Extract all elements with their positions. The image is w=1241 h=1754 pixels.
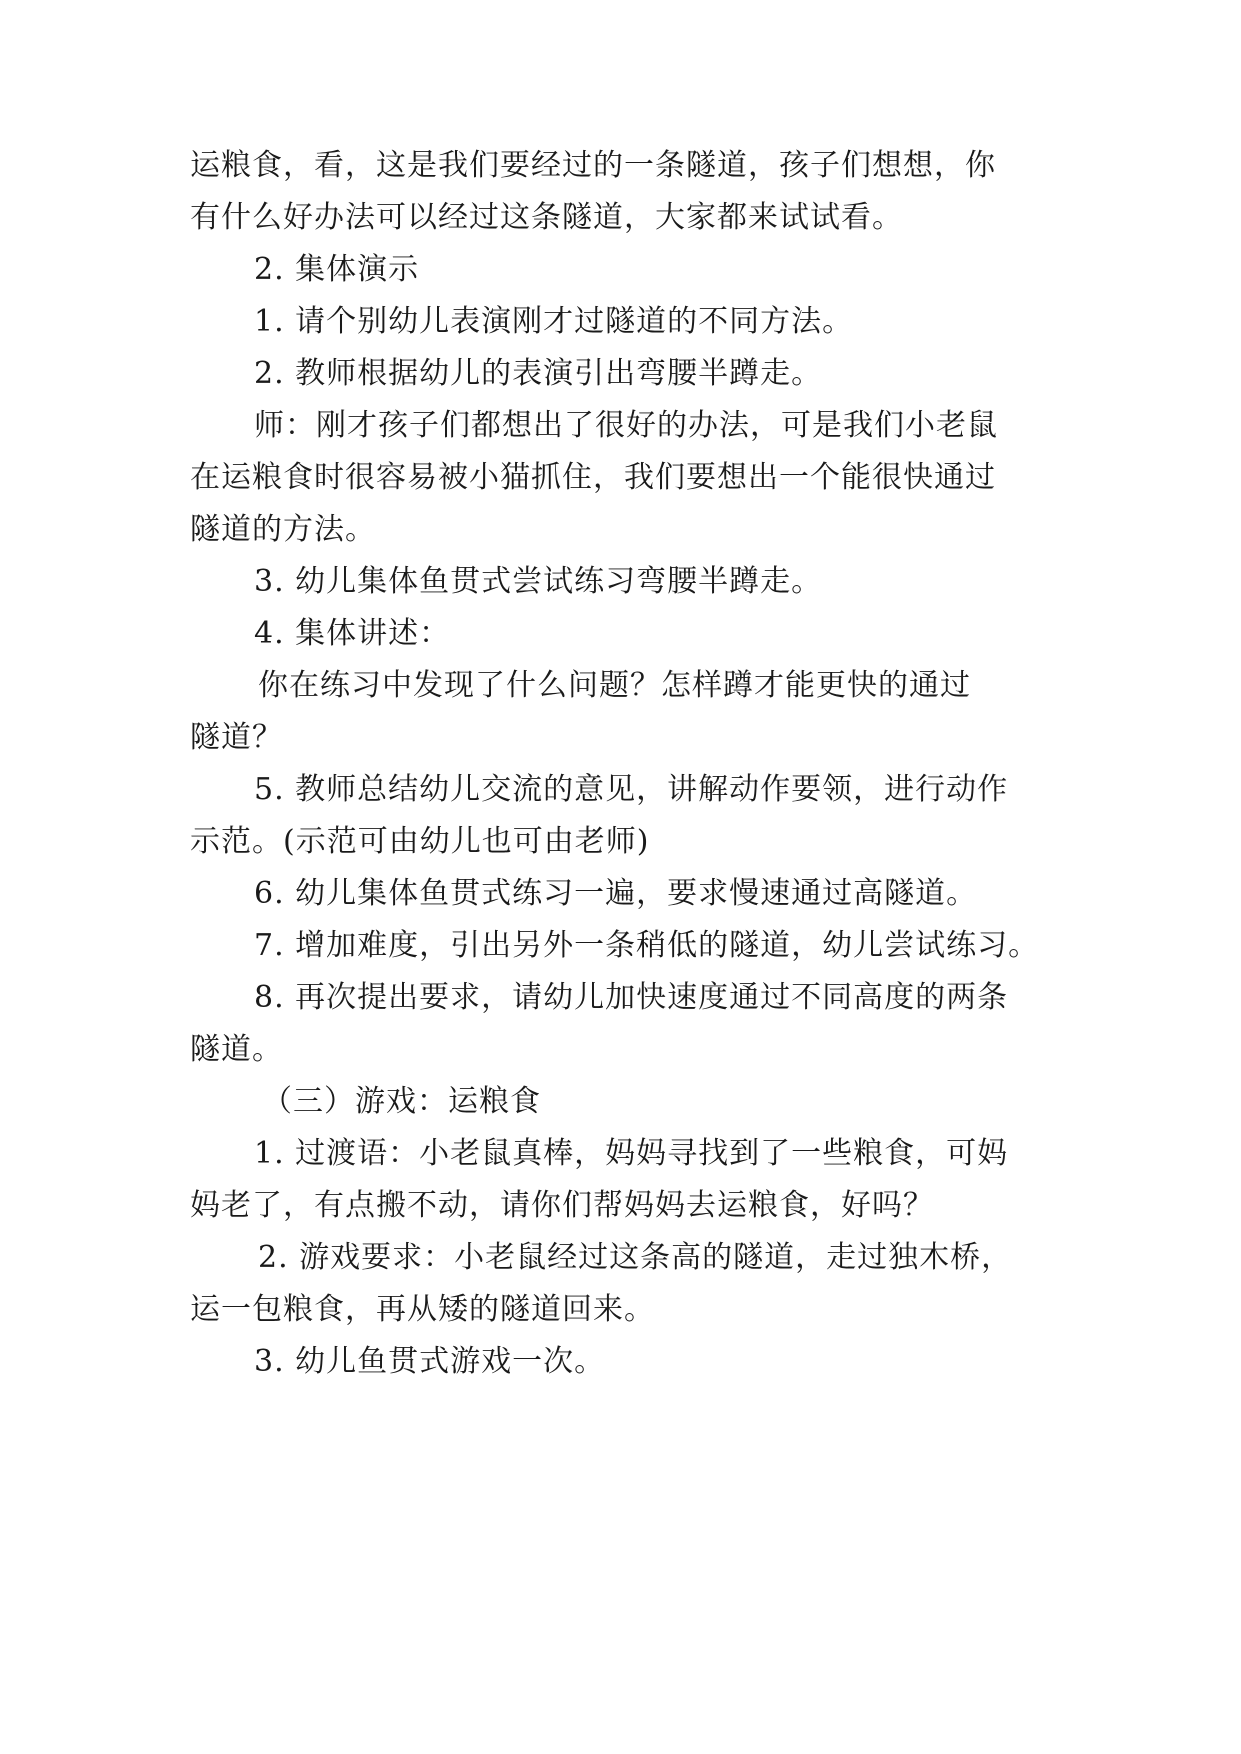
list-item: 2. 教师根据幼儿的表演引出弯腰半蹲走。 <box>254 356 823 391</box>
text-line: 在运粮食时很容易被小猫抓住，我们要想出一个能很快通过 <box>190 460 996 495</box>
text-line: 运粮食，看，这是我们要经过的一条隧道，孩子们想想，你 <box>190 148 996 183</box>
list-item: 4. 集体讲述： <box>254 616 451 651</box>
section-heading: 2. 集体演示 <box>254 252 420 287</box>
list-item: 5. 教师总结幼儿交流的意见，讲解动作要领，进行动作 <box>254 772 1009 807</box>
list-item: 6. 幼儿集体鱼贯式练习一遍，要求慢速通过高隧道。 <box>254 876 978 911</box>
list-item: 8. 再次提出要求，请幼儿加快速度通过不同高度的两条 <box>254 980 1009 1015</box>
text-line: 妈老了，有点搬不动，请你们帮妈妈去运粮食，好吗？ <box>190 1188 934 1223</box>
list-item: 3. 幼儿鱼贯式游戏一次。 <box>254 1344 606 1379</box>
text-line: 示范。(示范可由幼儿也可由老师) <box>190 824 650 859</box>
list-item: 7. 增加难度，引出另外一条稍低的隧道，幼儿尝试练习。 <box>254 928 1040 963</box>
text-line: 你在练习中发现了什么问题？怎样蹲才能更快的通过 <box>258 668 971 703</box>
list-item: 1. 请个别幼儿表演刚才过隧道的不同方法。 <box>254 304 854 339</box>
text-line: 隧道？ <box>190 720 283 755</box>
text-line: 隧道。 <box>190 1032 283 1067</box>
list-item: 2. 游戏要求：小老鼠经过这条高的隧道，走过独木桥， <box>258 1240 1013 1275</box>
list-item: 3. 幼儿集体鱼贯式尝试练习弯腰半蹲走。 <box>254 564 823 599</box>
text-line: 有什么好办法可以经过这条隧道，大家都来试试看。 <box>190 200 903 235</box>
text-line: 隧道的方法。 <box>190 512 376 547</box>
section-heading: （三）游戏：运粮食 <box>262 1084 541 1119</box>
text-line: 运一包粮食，再从矮的隧道回来。 <box>190 1292 655 1327</box>
text-line: 师：刚才孩子们都想出了很好的办法，可是我们小老鼠 <box>254 408 998 443</box>
list-item: 1. 过渡语：小老鼠真棒，妈妈寻找到了一些粮食，可妈 <box>254 1136 1009 1171</box>
